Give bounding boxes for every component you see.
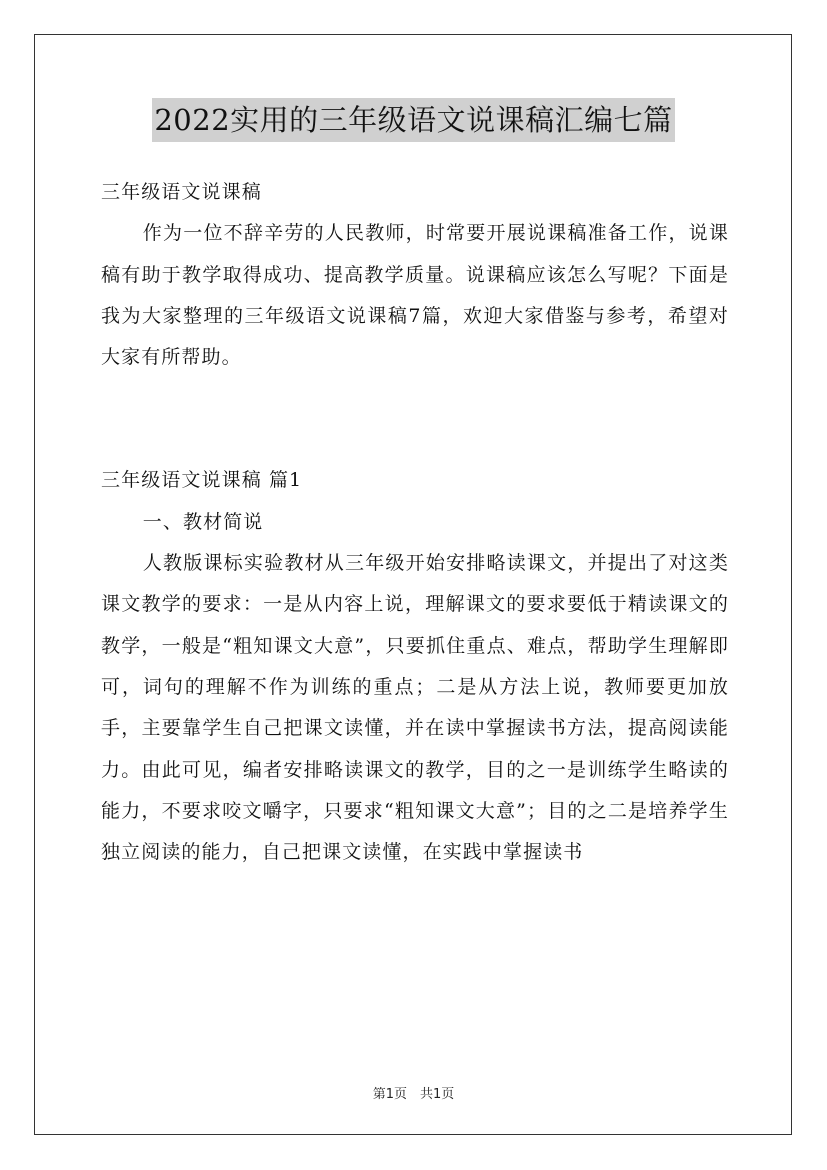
page-footer: 第1页 共1页 (372, 1087, 455, 1102)
title-container (0, 98, 827, 142)
section-heading: 三年级语文说课稿 篇1 (101, 469, 303, 492)
intro-heading: 三年级语文说课稿 (101, 181, 262, 203)
section-paragraph: 人教版课标实验教材从三年级开始安排略读课文，并提出了对这类课文教学的要求：一是从内容上说，理解课文的要求要低于精读课文的教学，一般是“粗知课文大意”，只要抓住重点、难点，帮助学生理解即可，词句的理解不作为训练的重点；二是从方法上说，教师要更加放手，主要靠学生自己把课文读懂，并在读中掌握读书方法，提高阅读能力。由此可见，编者安排略读课文的教学，目的之一是训练学生略读的能力，不要求咬文嚼字，只要求“粗知课文大意”；目的之二是培养学生独立阅读的能力，自己把课文读懂，在实践中掌握读书 (101, 552, 729, 864)
section-spacer (101, 378, 729, 460)
document-body (101, 172, 729, 873)
intro-paragraph: 作为一位不辞辛劳的人民教师，时常要开展说课稿准备工作，说课稿有助于教学取得成功、提高教学质量。说课稿应该怎么写呢？下面是我为大家整理的三年级语文说课稿7篇，欢迎大家借鉴与参考，希望对大家有所帮助。 (101, 222, 729, 369)
section-subheading: 一、教材简说 (142, 510, 264, 533)
document-title: 2022实用的三年级语文说课稿汇编七篇 (152, 98, 674, 142)
